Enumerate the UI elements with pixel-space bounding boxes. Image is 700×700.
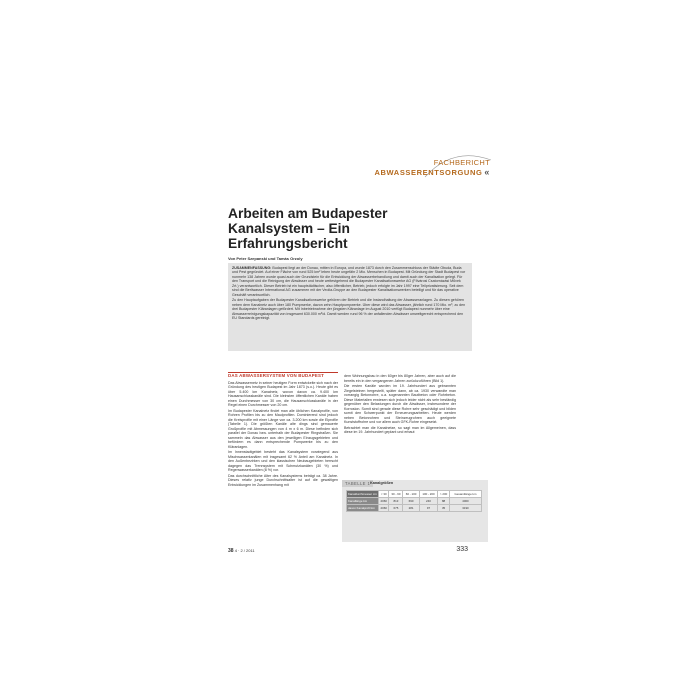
table-header-cell: Kanaldurchmesser cm (348, 492, 377, 496)
body-paragraph: Betrachtet man die Kanalnetze, so sagt man im Allgemeinen, dass diese im 19. Jahrhundert geplant und erbaut (344, 425, 456, 434)
table-row-header: Kanallänge km (347, 498, 379, 505)
issue-info: 4 · 2 / 2011 (234, 548, 255, 553)
table-header-cell: 30 - 60 (389, 491, 403, 498)
table-cell: 2060 (380, 499, 387, 503)
page-number-right: 333 (456, 546, 468, 553)
abstract-paragraph (232, 266, 468, 297)
table-cell: 88 (438, 498, 450, 505)
section-heading: DAS ABWASSERSYSTEM VON BUDAPEST (228, 373, 325, 378)
footer-left (228, 548, 255, 554)
table-cell: 813 (389, 498, 403, 505)
table-header-cell: Gesamtlänge km (449, 491, 481, 498)
table-header-cell: > 200 (438, 491, 450, 498)
table-cell: 3190 (449, 505, 481, 512)
table-cell: 281 (403, 505, 419, 512)
table-cell: 97 (419, 505, 438, 512)
table-caption: Kanalgrößen (370, 481, 394, 485)
double-chevron-icon: « (484, 167, 490, 177)
header-title (375, 167, 491, 177)
table-row (347, 498, 482, 505)
text-column-left (228, 374, 338, 488)
body-paragraph: Das Abwassernetz in seiner heutigen Form entwickelte sich nach der Gründung des heutigen Budapest im Jahr 1873 (s.o.). Heute gibt es über 5.400 km Kanalnetz, wovon davon ca. 9.400 km Hausanschlusskanäle sind. Die kleinsten öffentlichen Kanäle haben einen Durchmesser von 30 cm, die Hausanschlusskanäle in der Regel einen Durchmesser von 20 cm. (228, 380, 338, 407)
table-cell: 690 (403, 498, 419, 505)
table-header-cell: < 30 (379, 491, 389, 498)
table-cell: 240 (419, 498, 438, 505)
table-box (342, 480, 488, 542)
table-header-row (347, 491, 482, 498)
table-label: TABELLE 1 (342, 480, 373, 487)
article-title: Arbeiten am Budapester Kanalsystem – Ein Erfahrungsbericht (228, 206, 388, 251)
abstract-keyword: ZUSAMMENFASSUNG: (232, 266, 272, 270)
body-paragraph: Das durchschnittliche Alter des Kanalsystems beträgt ca. 38 Jahre. Dieses relativ junge Durchschnittsalter ist auf die gewaltigen Entwicklungen im Zusammenhang mit (228, 473, 338, 487)
page-number-left: 38 (228, 548, 234, 554)
table-cell: 675 (389, 505, 403, 512)
abstract-box (228, 263, 472, 351)
abstract-paragraph: Zu den Hauptaufgaben der Budapester Kanalisationswerke gehören der Betrieb und die Instandhaltung der Abwasseranlagen. Zu diesen gehören neben dem Kanalnetz auch über 180 Pumpwerke, davon zehn Hauptpumpwerke. Über diese wird das Abwasser, jährlich rund 170 Mio. m³, zu den drei Budapester Kläranlagen gefördert. Mit Inbetriebnahme der jüngsten Kläranlage im August 2010 verfügt Budapest nunmehr über eine Abwasserreinigungskapazität von insgesamt 630.000 m³/d. Damit werden rund 96 % der anfallenden Abwässer umweltgerecht entsprechend den EU Standards gereinigt. (232, 298, 466, 320)
table-cell: 4000 (449, 498, 481, 505)
table-cell: 35 (438, 505, 450, 512)
section-header (375, 158, 491, 177)
text-column-right (344, 374, 456, 436)
article-byline: Von Peter Szepanski und Tamás Orzoly (228, 256, 303, 261)
body-paragraph: dem Wohnungsbau in den 60ger bis 80ger Jahren, aber auch auf die bereits ein in den vergangenen Jahren zurückzuführen (Bild 1). (344, 374, 456, 383)
abstract-text: Budapest liegt an der Donau, mitten in Europa, und wurde 1873 durch den Zusammenschluss der Städte Obuda, Buda und Pest gegründet. Auf einer Fläche von rund 525 km² leben heute ungefähr 2 Mio. Menschen in Budapest. Mit Gründung der Stadt Budapest vor nunmehr 138 Jahren wurde quasi auch der Grundstein für die Entwicklung der Abwasserbehandlung und damit auch der Kanalisation gelegt. Für den Transport und die Reinigung der Abwässer und heute weitestgehend die Budapester Kanalisationswerke AG (Fővárosi Csatornázási Művek Zrt.) verantwortlich. Dieser Betrieb ist ein hauptstädtischer, also öffentlicher, Betrieb, jedoch erfolgte im Jahr 1997 eine Teilprivatisierung. Seit dem sind die Berliwasser International AG zusammen mit der Veolia-Gruppe an den Budapester Kanalisationswerken beteiligt und für das operative Geschäft verantwortlich. (232, 266, 466, 297)
table-header-cell: 60 - 100 (403, 491, 419, 498)
table-header-cell: 100 - 200 (419, 491, 438, 498)
table-row (347, 505, 482, 512)
header-label: FACHBERICHT (433, 158, 490, 167)
data-table (346, 490, 482, 512)
body-paragraph: Die ersten Kanäle wurden im 19. Jahrhundert aus gebrannten Ziegelsteinen hergestellt, später dann, ab ca. 1930 verwandte man vorrangig Betonrohre, u.a. sogenannten Bautbeton oder Rohrbeton. Diese Materialien erwiesen sich jedoch leider nicht als sehr beständig gegenüber den Belastungen durch die Abwässer, insbesondere der Korrosion. Somit sind gerade diese Rohre sehr geschädigt und bilden somit den Schwerpunkt der Erneuerungsarbeiten. Heute werden neben Betonrohren und Steinzeugrohren auch geeignete Kunststoffrohre und vor allem auch GFK-Rohre eingesetzt. (344, 384, 456, 424)
table-cell: 2060 (380, 506, 387, 510)
body-paragraph: Im Innenstadtgebiet besteht das Kanalsystem vorwiegend aus Mischwasserkanälen mit insgesamt 62 % Anteil am Kanalnetz. In den Außenbezirken und den klassischen Neubaugebieten herrscht dagegen das Trennsystem mit Schmutzkanälen (30 %) und Regenwasserkanälen (8 %) vor. (228, 450, 338, 472)
table-row-header: davon Kanalprofil km (347, 505, 379, 512)
header-title-text: ABWASSERENTSORGUNG (374, 168, 483, 177)
body-paragraph: Im Budapester Kanalnetz findet man alle üblichen Kanalprofile, von Rohren Profilen bis zu den Maulprofilen. Dominierend sind jedoch die Kreisprofile mit einer Länge von ca. 3.200 km sowie die Eiprofile (Tabelle 1). Die größten Kanäle alte dings sind gemauerte Großprofile mit Abmessungen von 4 m x 6 m. Diese befinden sich parallel der Donau bzw. unterhalb der Budapester Ringstraßen. Sie sammeln das Abwasser aus den jeweiligen Einzugsgebieten und befördern es dann entsprechende Pumpwerke bis zu den Kläranlagen. (228, 408, 338, 449)
document-page (228, 132, 490, 570)
